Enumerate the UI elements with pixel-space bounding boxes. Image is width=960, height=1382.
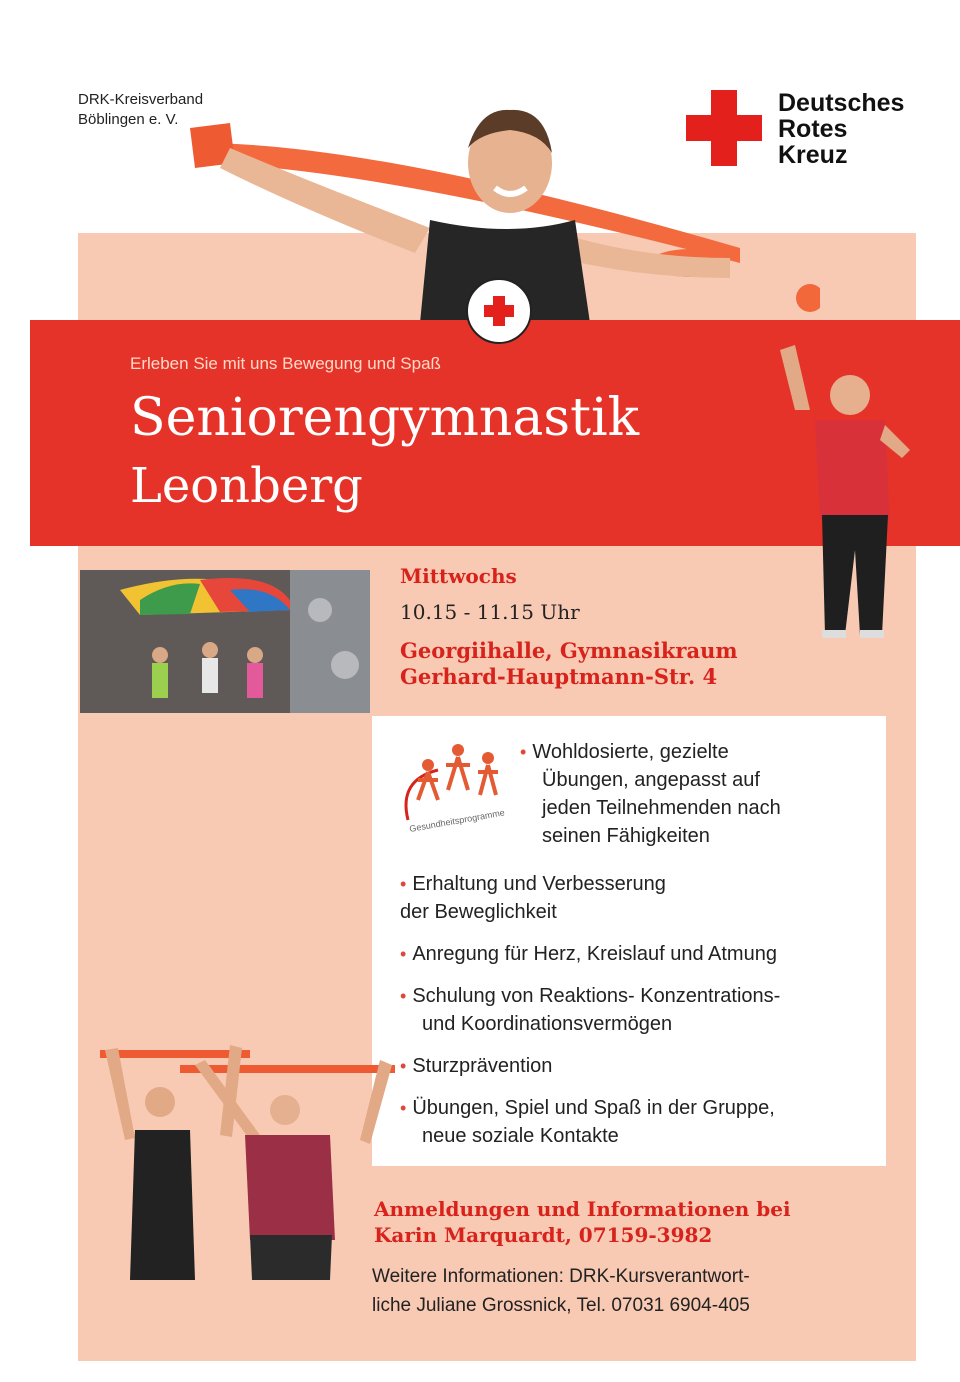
benefit-2: • Erhaltung und Verbesserung der Beweglichkeit	[400, 873, 666, 923]
org-line-2: Böblingen e. V.	[78, 111, 179, 128]
benefit-6: • Übungen, Spiel und Spaß in der Gruppe, neue soziale Kontakte	[400, 1097, 775, 1147]
course-title: Seniorengymnastik	[130, 388, 640, 448]
org-line-1: DRK-Kreisverband	[78, 91, 204, 108]
photo-man-juggling	[770, 340, 920, 640]
drk-wordmark: Deutsches Rotes Kreuz	[778, 89, 905, 169]
drk-badge-icon	[466, 278, 532, 344]
location-line-1: Georgiihalle, Gymnasikraum	[400, 638, 738, 663]
registration-info: Anmeldungen und Informationen bei Karin Marquardt, 07159-3982	[374, 1197, 791, 1247]
photo-band-exercise	[100, 1040, 420, 1280]
benefit-1: • Wohldosierte, gezielte Übungen, angepasst auf jeden Teilnehmenden nach seinen Fähigkeiten	[520, 741, 781, 847]
course-day: Mittwochs	[400, 564, 517, 588]
benefit-5: • Sturzprävention	[400, 1055, 553, 1077]
location-line-2: Gerhard-Hauptmann-Str. 4	[400, 664, 718, 689]
benefit-3: • Anregung für Herz, Kreislauf und Atmung	[400, 943, 777, 965]
photo-group-parachute	[80, 570, 370, 713]
banner-subtitle: Erleben Sie mit uns Bewegung und Spaß	[130, 354, 441, 373]
further-info: Weitere Informationen: DRK-Kursverantwort- liche Juliane Grossnick, Tel. 07031 6904-405	[372, 1266, 750, 1316]
course-time: 10.15 - 11.15 Uhr	[400, 600, 580, 624]
course-city: Leonberg	[130, 458, 363, 514]
course-location	[400, 638, 738, 690]
svg-text:Gesundheitsprogramme: Gesundheitsprogramme	[408, 807, 506, 834]
benefit-4: • Schulung von Reaktions- Konzentrations- und Koordinationsvermögen	[400, 985, 781, 1035]
gesundheitsprogramme-logo	[388, 740, 528, 840]
